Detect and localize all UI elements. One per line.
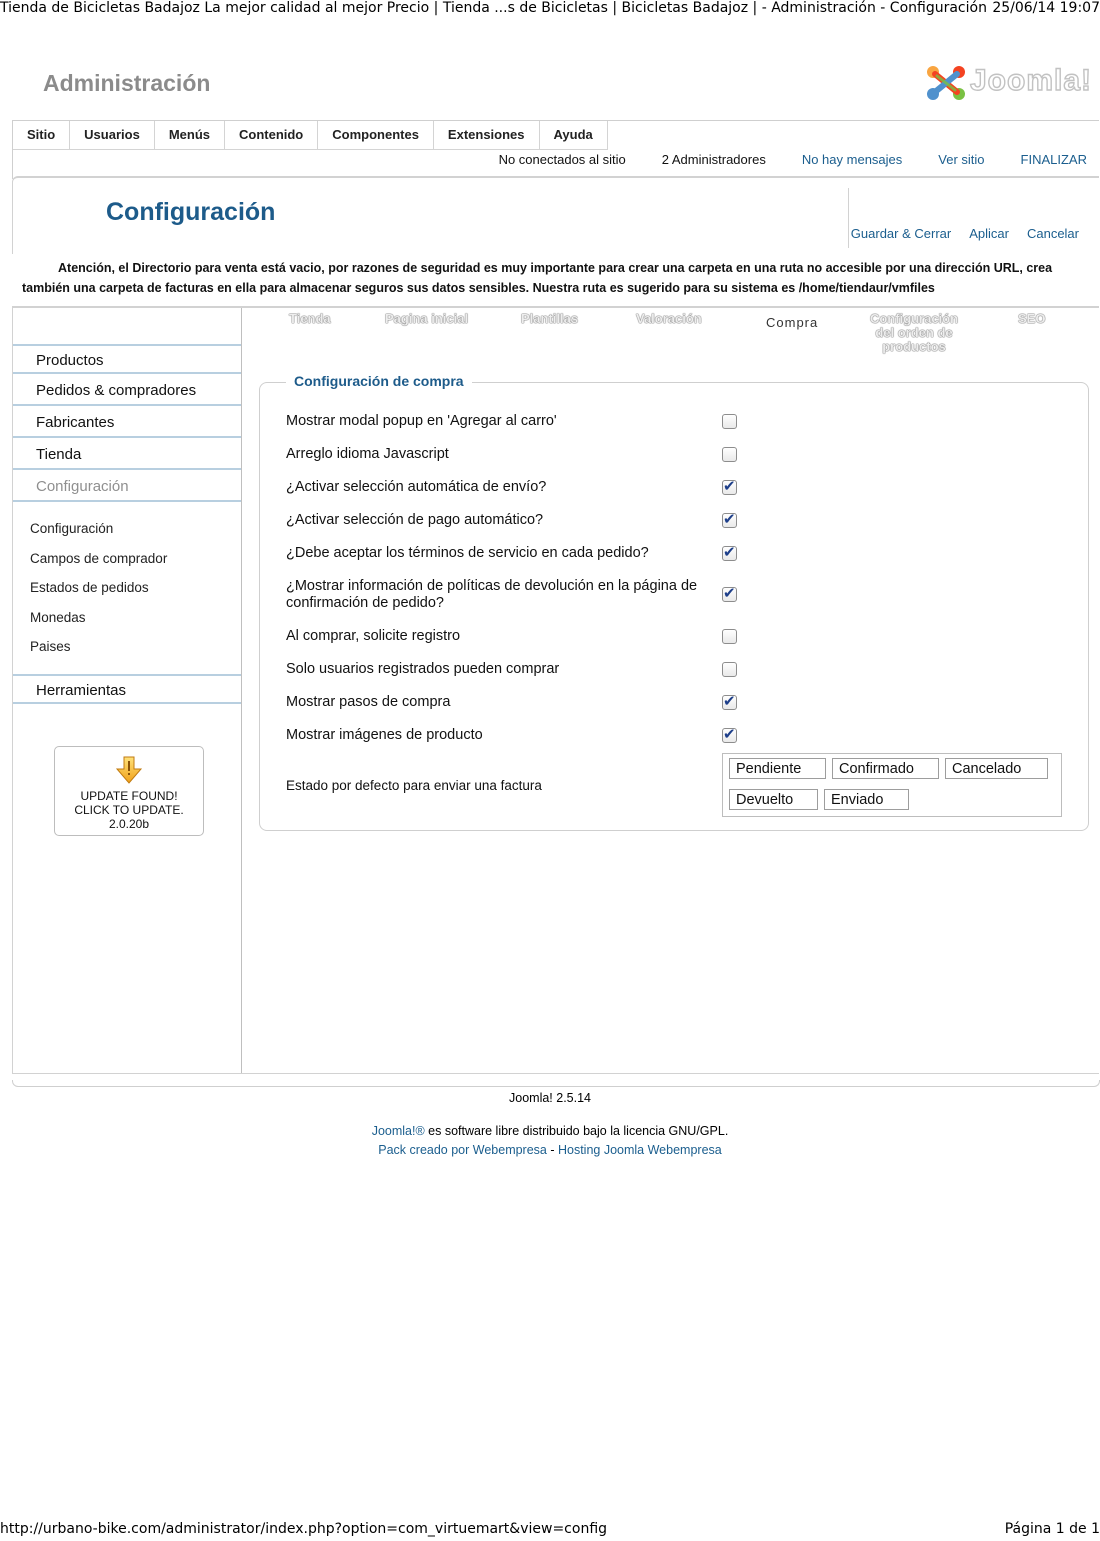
option-label: ¿Activar selección de pago automático? <box>286 512 544 528</box>
logout-link[interactable]: FINALIZAR <box>1020 152 1087 167</box>
status-admins: 2 Administradores <box>661 152 766 167</box>
tab-orden-productos[interactable]: Configuración del orden de productos <box>869 311 959 354</box>
status-option-pendiente[interactable]: Pendiente <box>729 758 826 779</box>
status-option-enviado[interactable]: Enviado <box>824 789 909 810</box>
option-label: Al comprar, solicite registro <box>286 628 461 644</box>
sidebar-sub-campos[interactable]: Campos de comprador <box>30 551 168 566</box>
sidebar <box>13 308 242 1073</box>
footer-hosting-link[interactable]: Hosting Joomla Webempresa <box>557 1143 722 1157</box>
content-bottom-border <box>12 1080 1100 1087</box>
page-title: Configuración <box>106 198 276 226</box>
admin-title: Administración <box>43 70 211 96</box>
option-label: Mostrar pasos de compra <box>286 694 451 710</box>
sidebar-sub-paises[interactable]: Paises <box>30 639 71 654</box>
option-checkbox[interactable] <box>722 629 737 644</box>
print-header-title: Tienda de Bicicletas Badajoz La mejor calidad al mejor Precio | Tienda ...s de Bicicletas | Bicicletas Badajoz | - Administración - Configuración <box>0 0 987 16</box>
apply-button[interactable]: Aplicar <box>969 226 1009 241</box>
update-notice[interactable] <box>54 746 204 836</box>
content-panel <box>12 306 1099 1074</box>
sidebar-sub-configuracion[interactable]: Configuración <box>30 521 114 536</box>
status-option-cancelado[interactable]: Cancelado <box>945 758 1048 779</box>
status-option-confirmado[interactable]: Confirmado <box>832 758 939 779</box>
print-header <box>0 0 1100 18</box>
main-menu <box>13 121 608 149</box>
menu-menus[interactable]: Menús <box>155 121 225 150</box>
checkout-fieldset <box>259 373 1089 831</box>
print-header-date: 25/06/14 19:07 <box>992 0 1100 16</box>
option-checkbox[interactable] <box>722 447 737 462</box>
tab-tienda[interactable]: Tienda <box>289 311 331 326</box>
warning-message: Atención, el Directorio para venta está vacio, por razones de seguridad es muy importante para crear una carpeta en una ruta no accesible por una dirección URL, crea también una carpeta de facturas en ella para almacenar seguros sus datos sensibles. Nuestra ruta es sugerido para su sistema es /home/tiendaur/vmfiles <box>22 261 1053 295</box>
tab-plantillas[interactable]: Plantillas <box>521 311 579 326</box>
footer-license-text: es software libre distribuido bajo la licencia GNU/GPL. <box>424 1124 729 1138</box>
option-label: ¿Debe aceptar los términos de servicio en cada pedido? <box>286 545 649 561</box>
sidebar-item-herramientas[interactable]: Herramientas <box>13 674 241 704</box>
option-checkbox[interactable] <box>722 414 737 429</box>
option-label: ¿Mostrar información de políticas de devolución en la página de confirmación de pedido? <box>286 578 698 611</box>
view-site-link[interactable]: Ver sitio <box>938 152 985 167</box>
status-messages-link[interactable]: No hay mensajes <box>801 152 903 167</box>
update-line-1: UPDATE FOUND! <box>80 789 178 803</box>
option-label: Mostrar imágenes de producto <box>286 727 483 743</box>
option-label: Arreglo idioma Javascript <box>286 446 449 462</box>
toolbar-divider <box>848 188 849 248</box>
option-checkbox[interactable] <box>722 728 737 743</box>
menu-ayuda[interactable]: Ayuda <box>540 121 608 150</box>
update-line-2: CLICK TO UPDATE. <box>74 803 184 817</box>
print-footer-page: Página 1 de 1 <box>1004 1521 1100 1537</box>
menu-contenido[interactable]: Contenido <box>225 121 318 150</box>
update-arrow-icon <box>114 755 144 785</box>
fieldset-legend: Configuración de compra <box>286 373 472 389</box>
option-checkbox[interactable] <box>722 587 737 602</box>
sidebar-sub-estados[interactable]: Estados de pedidos <box>30 580 149 595</box>
sidebar-item-pedidos[interactable]: Pedidos & compradores <box>13 376 241 406</box>
option-checkbox[interactable] <box>722 695 737 710</box>
print-footer-url: http://urbano-bike.com/administrator/index.php?option=com_virtuemart&view=config <box>0 1521 608 1537</box>
footer-pack-link[interactable]: Pack creado por Webempresa <box>378 1143 547 1157</box>
tab-seo[interactable]: SEO <box>1018 311 1046 326</box>
option-label: Solo usuarios registrados pueden comprar <box>286 661 560 677</box>
sidebar-item-configuracion[interactable]: Configuración <box>13 472 241 502</box>
option-checkbox[interactable] <box>722 513 737 528</box>
config-tabs <box>253 312 1093 356</box>
option-checkbox[interactable] <box>722 546 737 561</box>
footer-separator: - <box>546 1143 558 1157</box>
admin-menubar <box>12 120 1099 179</box>
menu-usuarios[interactable]: Usuarios <box>70 121 155 150</box>
footer-credits <box>0 1143 1100 1157</box>
sidebar-item-tienda[interactable]: Tienda <box>13 440 241 470</box>
save-close-button[interactable]: Guardar & Cerrar <box>850 226 952 241</box>
invoice-status-multiselect <box>722 753 1062 817</box>
joomla-logo-text: Joomla! <box>970 64 1093 97</box>
footer-version: Joomla! 2.5.14 <box>509 1091 591 1105</box>
toolbar <box>12 176 1099 254</box>
invoice-status-label: Estado por defecto para enviar una factura <box>286 778 542 793</box>
option-label: ¿Activar selección automática de envío? <box>286 479 547 495</box>
print-footer <box>0 1521 1100 1541</box>
status-option-devuelto[interactable]: Devuelto <box>729 789 818 810</box>
toolbar-actions <box>851 226 1079 241</box>
sidebar-sub-monedas[interactable]: Monedas <box>30 610 86 625</box>
status-bar <box>499 152 1087 167</box>
tab-valoracion[interactable]: Valoración <box>636 311 702 326</box>
tab-pagina-inicial[interactable]: Pagina inicial <box>385 311 469 326</box>
joomla-logo-icon <box>925 64 967 102</box>
status-not-connected: No conectados al sitio <box>498 152 626 167</box>
joomla-logo <box>925 62 1093 104</box>
menu-sitio[interactable]: Sitio <box>13 121 70 150</box>
sidebar-item-productos[interactable]: Productos <box>13 344 241 374</box>
cancel-button[interactable]: Cancelar <box>1026 226 1079 241</box>
update-version: 2.0.20b <box>108 817 150 831</box>
menu-extensiones[interactable]: Extensiones <box>434 121 540 150</box>
tab-compra[interactable]: Compra <box>766 315 819 330</box>
footer-joomla-link[interactable]: Joomla!® <box>371 1124 425 1138</box>
sidebar-item-fabricantes[interactable]: Fabricantes <box>13 408 241 438</box>
option-checkbox[interactable] <box>722 480 737 495</box>
option-checkbox[interactable] <box>722 662 737 677</box>
option-label: Mostrar modal popup en 'Agregar al carro' <box>286 413 557 429</box>
menu-componentes[interactable]: Componentes <box>318 121 434 150</box>
footer-license <box>0 1124 1100 1138</box>
